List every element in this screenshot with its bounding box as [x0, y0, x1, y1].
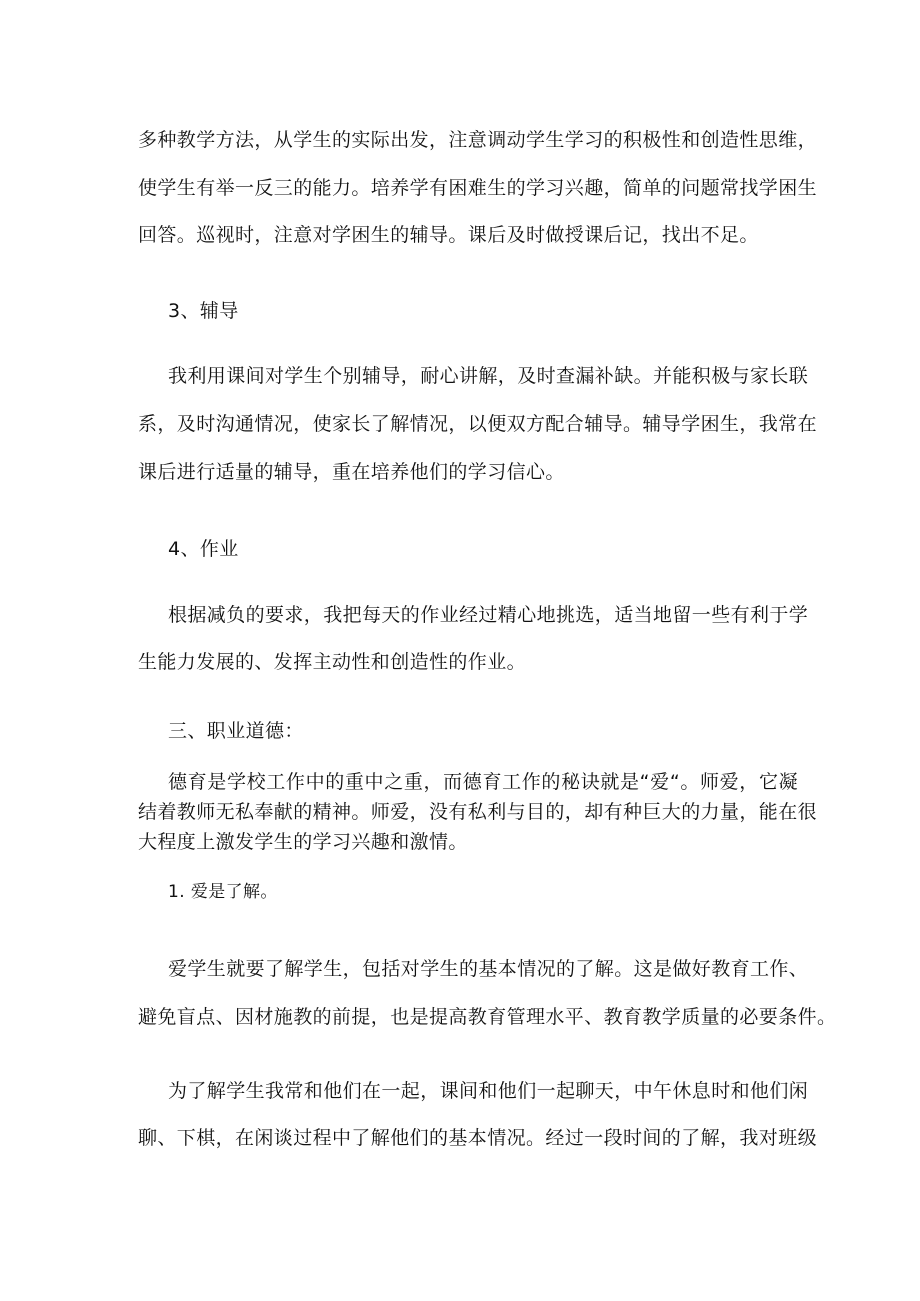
paragraph-ethics-line: 结着教师无私奉献的精神。师爱，没有私利与目的，却有种巨大的力量，能在很 [138, 801, 818, 823]
heading-ethics: 三、职业道德： [168, 720, 304, 742]
paragraph-love-line: 聊、下棋，在闲谈过程中了解他们的基本情况。经过一段时间的了解，我对班级 [138, 1127, 818, 1149]
paragraph-love-line: 避免盲点、因材施教的前提，也是提高教育管理水平、教育教学质量的必要条件。 [138, 1006, 837, 1028]
paragraph-tutoring-line: 课后进行适量的辅导，重在培养他们的学习信心。 [138, 461, 565, 483]
paragraph-ethics-line: 大程度上激发学生的学习兴趣和激情。 [138, 831, 468, 853]
heading-love: 1. 爱是了解。 [168, 882, 278, 902]
paragraph-tutoring-line: 我利用课间对学生个别辅导，耐心讲解，及时查漏补缺。并能积极与家长联 [168, 365, 809, 387]
paragraph-teaching-line: 多种教学方法，从学生的实际出发，注意调动学生学习的积极性和创造性思维， [138, 129, 818, 151]
paragraph-tutoring-line: 系，及时沟通情况，使家长了解情况，以便双方配合辅导。辅导学困生，我常在 [138, 413, 818, 435]
heading-homework: 4、作业 [168, 538, 239, 560]
paragraph-love-line: 爱学生就要了解学生，包括对学生的基本情况的了解。这是做好教育工作、 [168, 958, 809, 980]
heading-tutoring: 3、辅导 [168, 300, 239, 322]
paragraph-love-line: 为了解学生我常和他们在一起，课间和他们一起聊天，中午休息时和他们闲 [168, 1080, 809, 1102]
paragraph-teaching-line: 回答。巡视时，注意对学困生的辅导。课后及时做授课后记，找出不足。 [138, 224, 759, 246]
paragraph-teaching-line: 使学生有举一反三的能力。培养学有困难生的学习兴趣，简单的问题常找学困生 [138, 177, 818, 199]
paragraph-homework-line: 根据减负的要求，我把每天的作业经过精心地挑选，适当地留一些有利于学 [168, 604, 809, 626]
paragraph-ethics-line: 德育是学校工作中的重中之重，而德育工作的秘诀就是“爱“。师爱，它凝 [168, 771, 798, 793]
paragraph-homework-line: 生能力发展的、发挥主动性和创造性的作业。 [138, 651, 527, 673]
